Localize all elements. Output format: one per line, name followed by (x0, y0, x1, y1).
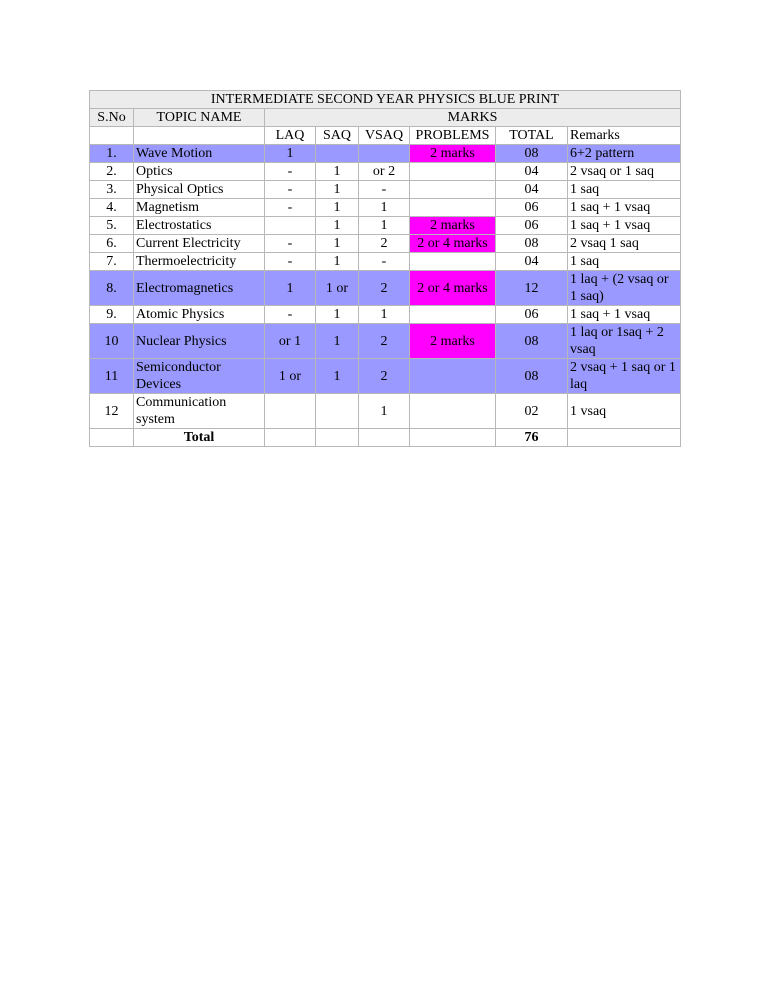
problems-cell: 2 marks (410, 324, 496, 359)
total-blank-cell (316, 429, 359, 447)
vsaq-cell: 2 (359, 235, 410, 253)
sno-cell: 1. (90, 145, 134, 163)
table-row (90, 324, 681, 359)
problems-header: PROBLEMS (410, 127, 496, 145)
problems-cell (410, 199, 496, 217)
total-blank-cell (359, 429, 410, 447)
vsaq-cell (359, 145, 410, 163)
blank-header-cell (134, 127, 265, 145)
saq-cell: 1 (316, 199, 359, 217)
problems-cell (410, 394, 496, 429)
table-row (90, 253, 681, 271)
sno-cell: 10 (90, 324, 134, 359)
blank-header-cell (90, 127, 134, 145)
vsaq-cell: 1 (359, 199, 410, 217)
total-label: Total (134, 429, 265, 447)
total-cell: 04 (496, 163, 568, 181)
vsaq-header: VSAQ (359, 127, 410, 145)
vsaq-cell: or 2 (359, 163, 410, 181)
vsaq-cell: 1 (359, 306, 410, 324)
vsaq-cell: 1 (359, 394, 410, 429)
saq-cell (316, 145, 359, 163)
total-header: TOTAL (496, 127, 568, 145)
marks-header: MARKS (265, 109, 681, 127)
total-cell: 08 (496, 324, 568, 359)
saq-cell: 1 (316, 253, 359, 271)
laq-cell: - (265, 199, 316, 217)
total-cell: 08 (496, 235, 568, 253)
saq-cell: 1 (316, 217, 359, 235)
topic-cell: Magnetism (134, 199, 265, 217)
remarks-cell: 1 laq or 1saq + 2 vsaq (568, 324, 681, 359)
remarks-cell: 6+2 pattern (568, 145, 681, 163)
problems-cell (410, 359, 496, 394)
sno-cell: 6. (90, 235, 134, 253)
table-row (90, 271, 681, 306)
laq-cell: - (265, 306, 316, 324)
total-row (90, 429, 681, 447)
problems-cell: 2 or 4 marks (410, 235, 496, 253)
total-blank-cell (568, 429, 681, 447)
table-row (90, 199, 681, 217)
problems-cell: 2 marks (410, 145, 496, 163)
saq-cell: 1 (316, 359, 359, 394)
laq-cell: 1 (265, 145, 316, 163)
topic-cell: Nuclear Physics (134, 324, 265, 359)
total-cell: 06 (496, 199, 568, 217)
topic-cell: Electromagnetics (134, 271, 265, 306)
header-row-2 (90, 127, 681, 145)
remarks-cell: 1 saq (568, 253, 681, 271)
remarks-cell: 2 vsaq or 1 saq (568, 163, 681, 181)
table-row (90, 235, 681, 253)
total-cell: 06 (496, 217, 568, 235)
total-blank-cell (90, 429, 134, 447)
topic-cell: Thermoelectricity (134, 253, 265, 271)
remarks-cell: 2 vsaq + 1 saq or 1 laq (568, 359, 681, 394)
vsaq-cell: 2 (359, 359, 410, 394)
table-row (90, 394, 681, 429)
topic-cell: Wave Motion (134, 145, 265, 163)
table-row (90, 163, 681, 181)
problems-cell (410, 253, 496, 271)
laq-cell: - (265, 235, 316, 253)
topic-cell: Optics (134, 163, 265, 181)
total-cell: 08 (496, 145, 568, 163)
total-cell: 12 (496, 271, 568, 306)
saq-cell: 1 (316, 181, 359, 199)
topic-cell: Atomic Physics (134, 306, 265, 324)
saq-cell (316, 394, 359, 429)
problems-cell: 2 marks (410, 217, 496, 235)
vsaq-cell: - (359, 253, 410, 271)
remarks-cell: 1 saq + 1 vsaq (568, 306, 681, 324)
sno-cell: 4. (90, 199, 134, 217)
topic-cell: Semiconductor Devices (134, 359, 265, 394)
topic-cell: Communication system (134, 394, 265, 429)
topic-cell: Current Electricity (134, 235, 265, 253)
vsaq-cell: - (359, 181, 410, 199)
sno-cell: 8. (90, 271, 134, 306)
sno-cell: 7. (90, 253, 134, 271)
table-row (90, 181, 681, 199)
total-cell: 04 (496, 181, 568, 199)
laq-cell: - (265, 181, 316, 199)
laq-cell: - (265, 253, 316, 271)
problems-cell (410, 306, 496, 324)
table-row (90, 359, 681, 394)
total-value: 76 (496, 429, 568, 447)
total-cell: 04 (496, 253, 568, 271)
laq-cell: - (265, 163, 316, 181)
saq-cell: 1 (316, 163, 359, 181)
remarks-cell: 1 saq (568, 181, 681, 199)
sno-cell: 5. (90, 217, 134, 235)
table-body (90, 91, 681, 429)
saq-cell: 1 (316, 324, 359, 359)
laq-cell (265, 217, 316, 235)
sno-cell: 2. (90, 163, 134, 181)
vsaq-cell: 2 (359, 324, 410, 359)
header-row-1 (90, 109, 681, 127)
total-cell: 08 (496, 359, 568, 394)
remarks-header: Remarks (568, 127, 681, 145)
sno-cell: 9. (90, 306, 134, 324)
laq-cell: 1 or (265, 359, 316, 394)
table-title: INTERMEDIATE SECOND YEAR PHYSICS BLUE PRINT (90, 91, 681, 109)
saq-cell: 1 (316, 306, 359, 324)
remarks-cell: 2 vsaq 1 saq (568, 235, 681, 253)
problems-cell (410, 181, 496, 199)
sno-cell: 3. (90, 181, 134, 199)
total-cell: 02 (496, 394, 568, 429)
table-row (90, 306, 681, 324)
laq-cell (265, 394, 316, 429)
table-row (90, 217, 681, 235)
total-blank-cell (410, 429, 496, 447)
total-blank-cell (265, 429, 316, 447)
problems-cell: 2 or 4 marks (410, 271, 496, 306)
saq-header: SAQ (316, 127, 359, 145)
remarks-cell: 1 laq + (2 vsaq or 1 saq) (568, 271, 681, 306)
topic-cell: Physical Optics (134, 181, 265, 199)
laq-header: LAQ (265, 127, 316, 145)
title-row (90, 91, 681, 109)
saq-cell: 1 or (316, 271, 359, 306)
vsaq-cell: 2 (359, 271, 410, 306)
remarks-cell: 1 saq + 1 vsaq (568, 199, 681, 217)
blue-print-table (89, 90, 681, 447)
sno-header: S.No (90, 109, 134, 127)
remarks-cell: 1 vsaq (568, 394, 681, 429)
laq-cell: or 1 (265, 324, 316, 359)
saq-cell: 1 (316, 235, 359, 253)
topic-header: TOPIC NAME (134, 109, 265, 127)
sno-cell: 12 (90, 394, 134, 429)
table-row (90, 145, 681, 163)
remarks-cell: 1 saq + 1 vsaq (568, 217, 681, 235)
vsaq-cell: 1 (359, 217, 410, 235)
problems-cell (410, 163, 496, 181)
topic-cell: Electrostatics (134, 217, 265, 235)
sno-cell: 11 (90, 359, 134, 394)
total-cell: 06 (496, 306, 568, 324)
laq-cell: 1 (265, 271, 316, 306)
